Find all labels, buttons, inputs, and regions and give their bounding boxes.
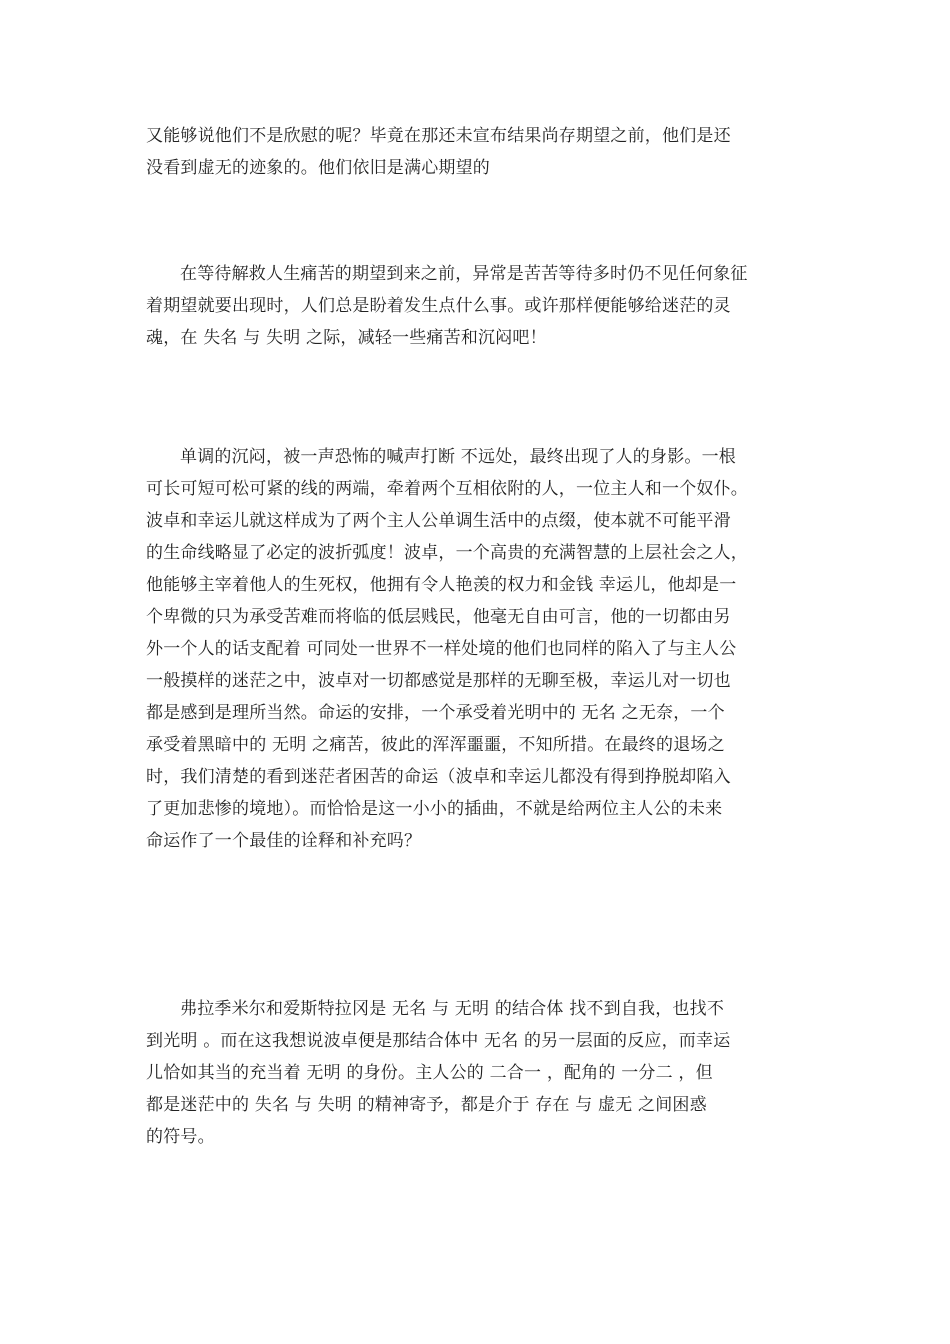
text-line: 了更加悲惨的境地）。而恰恰是这一小小的插曲，不就是给两位主人公的未来: [146, 799, 723, 819]
text-line: 命运作了一个最佳的诠释和补充吗？: [146, 831, 422, 851]
text-line: 弗拉季米尔和爱斯特拉冈是 无名 与 无明 的结合体 找不到自我，也找不: [180, 999, 725, 1019]
text-line: 魂，在 失名 与 失明 之际，减轻一些痛苦和沉闷吧！: [146, 328, 547, 348]
text-line: 着期望就要出现时，人们总是盼着发生点什么事。或许那样便能够给迷茫的灵: [146, 296, 731, 316]
text-line: 承受着黑暗中的 无明 之痛苦，彼此的浑浑噩噩，不知所措。在最终的退场之: [146, 735, 725, 755]
text-line: 时，我们清楚的看到迷茫者困苦的命运（波卓和幸运儿都没有得到挣脱却陷入: [146, 767, 731, 787]
text-line: 都是感到是理所当然。命运的安排，一个承受着光明中的 无名 之无奈，一个: [146, 703, 725, 723]
text-line: 他能够主宰着他人的生死权，他拥有令人艳羡的权力和金钱 幸运儿，他却是一: [146, 575, 737, 595]
text-line: 的符号。: [146, 1127, 215, 1147]
paragraph-4: [146, 993, 806, 1153]
paragraph-1: [146, 120, 806, 184]
text-line: 在等待解救人生痛苦的期望到来之前，异常是苦苦等待多时仍不见任何象征: [180, 264, 748, 284]
text-line: 可长可短可松可紧的线的两端，牵着两个互相依附的人，一位主人和一个奴仆。: [146, 479, 748, 499]
text-line: 都是迷茫中的 失名 与 失明 的精神寄予，都是介于 存在 与 虚无 之间困惑: [146, 1095, 707, 1115]
paragraph-3: [146, 441, 806, 857]
paragraph-2: [146, 258, 806, 354]
text-line: 的生命线略显了必定的波折弧度！波卓，一个高贵的充满智慧的上层社会之人，: [146, 543, 748, 563]
text-line: 一般摸样的迷茫之中，波卓对一切都感觉是那样的无聊至极，幸运儿对一切也: [146, 671, 731, 691]
text-line: 儿恰如其当的充当着 无明 的身份。主人公的 二合一 ，配角的 一分二 ，但: [146, 1063, 713, 1083]
text-line: 单调的沉闷，被一声恐怖的喊声打断 不远处，最终出现了人的身影。一根: [180, 447, 737, 467]
text-line: 没看到虚无的迹象的。他们依旧是满心期望的: [146, 158, 490, 178]
text-line: 外一个人的话支配着 可同处一世界不一样处境的他们也同样的陷入了与主人公: [146, 639, 737, 659]
text-line: 波卓和幸运儿就这样成为了两个主人公单调生活中的点缀，使本就不可能平滑: [146, 511, 731, 531]
text-line: 到光明 。而在这我想说波卓便是那结合体中 无名 的另一层面的反应，而幸运: [146, 1031, 731, 1051]
text-line: 个卑微的只为承受苦难而将临的低层贱民，他毫无自由可言，他的一切都由另: [146, 607, 731, 627]
text-line: 又能够说他们不是欣慰的呢？毕竟在那还未宣布结果尚存期望之前，他们是还: [146, 126, 731, 146]
